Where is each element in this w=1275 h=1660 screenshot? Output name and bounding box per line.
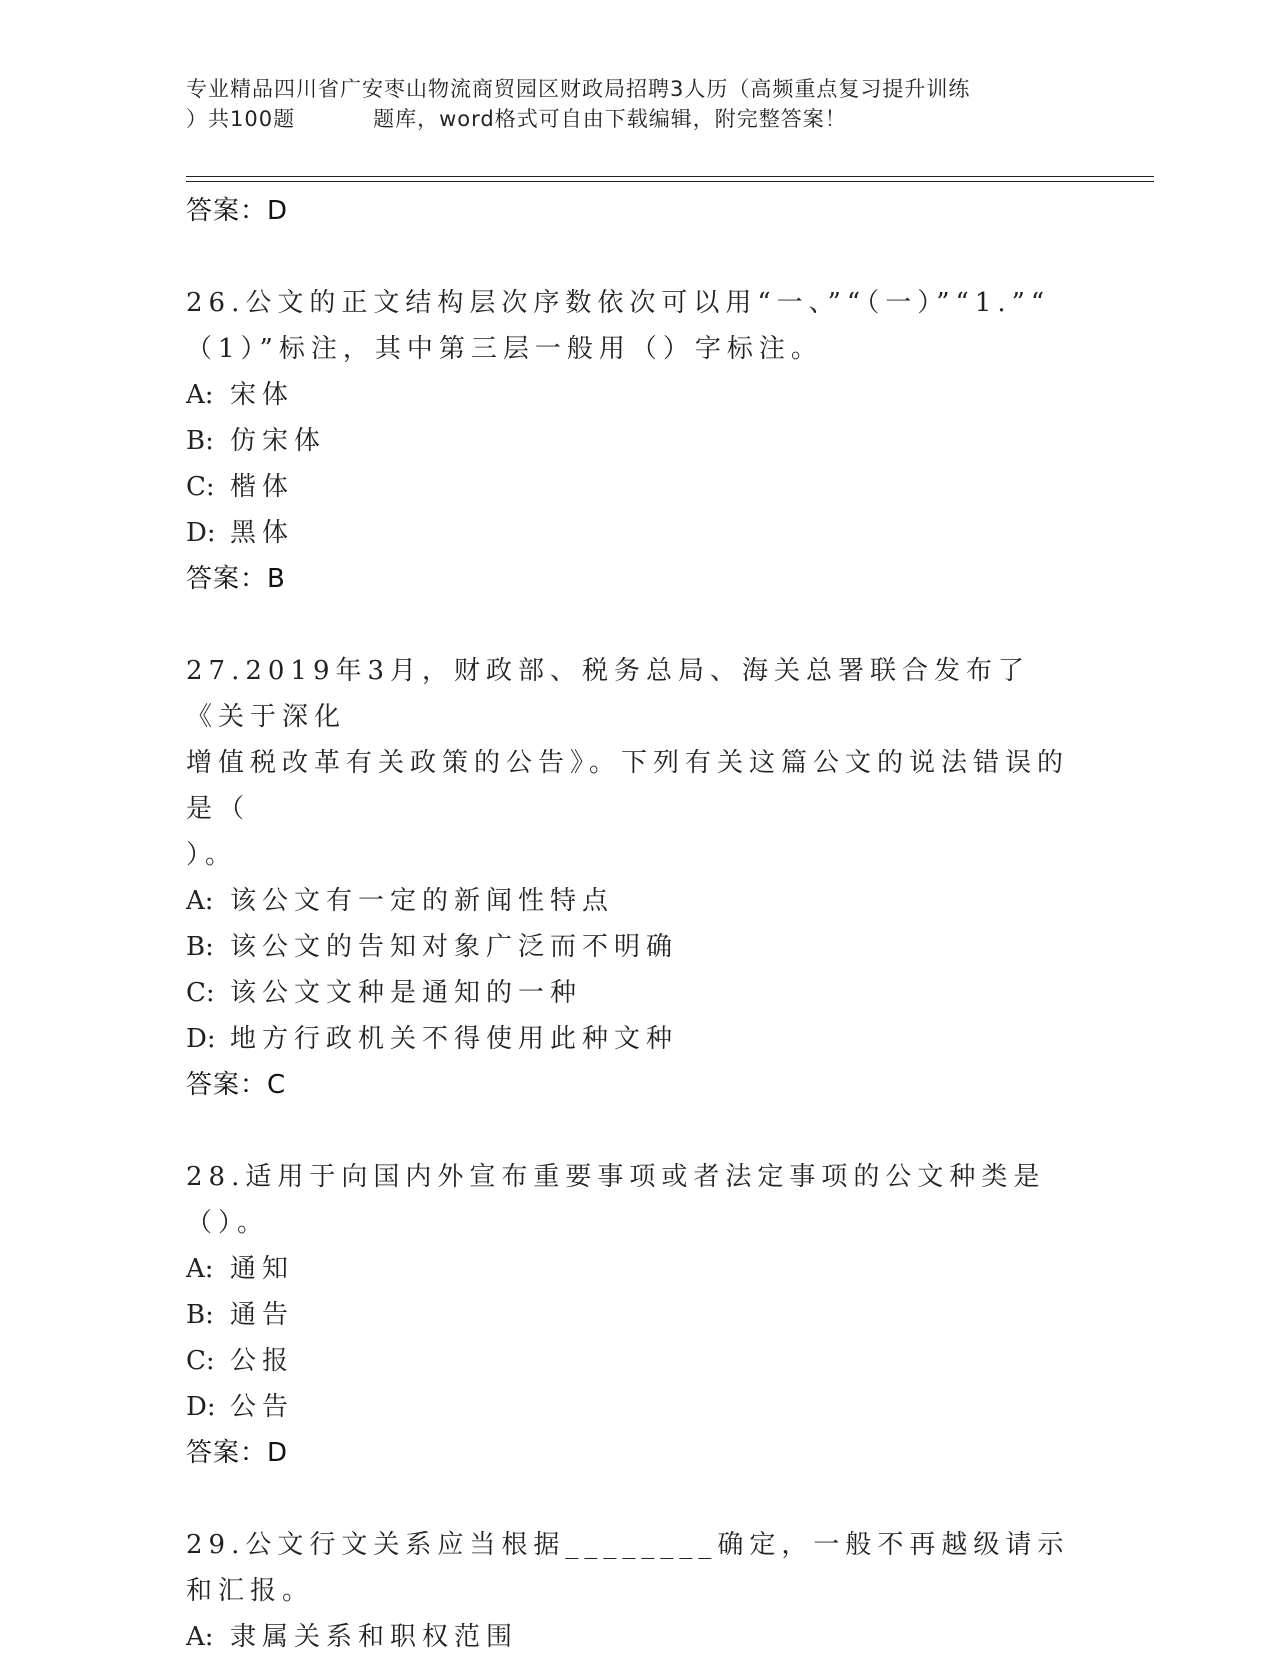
question-text-line: 27.2019年3月，财政部、税务总局、海关总署联合发布了《关于深化 bbox=[186, 656, 1031, 732]
question-text-line: （1）”标注，其中第三层一般用（）字标注。 bbox=[186, 334, 823, 364]
question-block bbox=[186, 280, 1086, 602]
header-line-1: 专业精品四川省广安枣山物流商贸园区财政局招聘3人历（高频重点复习提升训练 bbox=[186, 77, 971, 101]
header-line-2 bbox=[186, 104, 1086, 134]
question-block bbox=[186, 1154, 1086, 1476]
option-text: 隶属关系和职权范围 bbox=[230, 1622, 519, 1652]
option-a bbox=[186, 878, 1086, 924]
answer-label: 答案：D bbox=[186, 196, 289, 226]
question-block bbox=[186, 1522, 1086, 1660]
option-d bbox=[186, 1016, 1086, 1062]
option-key: B: bbox=[186, 932, 214, 962]
option-text: 通知 bbox=[230, 1254, 295, 1284]
option-c bbox=[186, 1338, 1086, 1384]
option-key: A: bbox=[186, 886, 214, 916]
option-key: A: bbox=[186, 380, 214, 410]
option-text: 宋体 bbox=[230, 380, 295, 410]
option-text: 楷体 bbox=[230, 472, 295, 502]
option-a bbox=[186, 1614, 1086, 1660]
question-block bbox=[186, 648, 1086, 1108]
question-text-line: 26.公文的正文结构层次序数依次可以用“一、”“（一）”“1.”“ bbox=[186, 288, 1051, 318]
option-key: C: bbox=[186, 1346, 215, 1376]
answer-label: 答案：B bbox=[186, 564, 286, 594]
question-list bbox=[186, 188, 1086, 1660]
header-divider-top bbox=[186, 176, 1154, 177]
option-key: A: bbox=[186, 1254, 214, 1284]
answer-label: 答案：D bbox=[186, 1438, 289, 1468]
option-b bbox=[186, 418, 1086, 464]
option-c bbox=[186, 970, 1086, 1016]
option-a bbox=[186, 372, 1086, 418]
option-text: 仿宋体 bbox=[230, 426, 327, 456]
option-text: 该公文有一定的新闻性特点 bbox=[230, 886, 615, 916]
question-text-line: 增值税改革有关政策的公告》。下列有关这篇公文的说法错误的是（ bbox=[186, 748, 1070, 824]
question-text-line: 29.公文行文关系应当根据________确定，一般不再越级请示和汇报。 bbox=[186, 1530, 1070, 1606]
option-key: B: bbox=[186, 426, 214, 456]
option-b bbox=[186, 1292, 1086, 1338]
option-text: 公告 bbox=[230, 1392, 295, 1422]
option-d bbox=[186, 1384, 1086, 1430]
question-text-line: 28.适用于向国内外宣布重要事项或者法定事项的公文种类是（）。 bbox=[186, 1162, 1046, 1238]
question-text-line: ）。 bbox=[186, 840, 238, 870]
option-key: D: bbox=[186, 518, 216, 548]
option-d bbox=[186, 510, 1086, 556]
option-key: C: bbox=[186, 978, 215, 1008]
header-line-2-left: ）共100题 bbox=[186, 107, 296, 131]
option-text: 该公文的告知对象广泛而不明确 bbox=[230, 932, 679, 962]
option-text: 公报 bbox=[230, 1346, 295, 1376]
option-key: D: bbox=[186, 1392, 216, 1422]
option-a bbox=[186, 1246, 1086, 1292]
option-text: 该公文文种是通知的一种 bbox=[230, 978, 583, 1008]
option-key: A: bbox=[186, 1622, 214, 1652]
option-b bbox=[186, 924, 1086, 970]
page-header bbox=[186, 74, 1086, 134]
header-line-2-right: 题库，word格式可自由下载编辑，附完整答案！ bbox=[373, 107, 847, 131]
option-text: 通告 bbox=[230, 1300, 295, 1330]
option-text: 地方行政机关不得使用此种文种 bbox=[230, 1024, 679, 1054]
option-key: C: bbox=[186, 472, 215, 502]
option-key: B: bbox=[186, 1300, 214, 1330]
option-key: D: bbox=[186, 1024, 216, 1054]
option-c bbox=[186, 464, 1086, 510]
option-text: 黑体 bbox=[230, 518, 295, 548]
header-divider-bottom bbox=[186, 181, 1154, 182]
answer-label: 答案：C bbox=[186, 1070, 287, 1100]
